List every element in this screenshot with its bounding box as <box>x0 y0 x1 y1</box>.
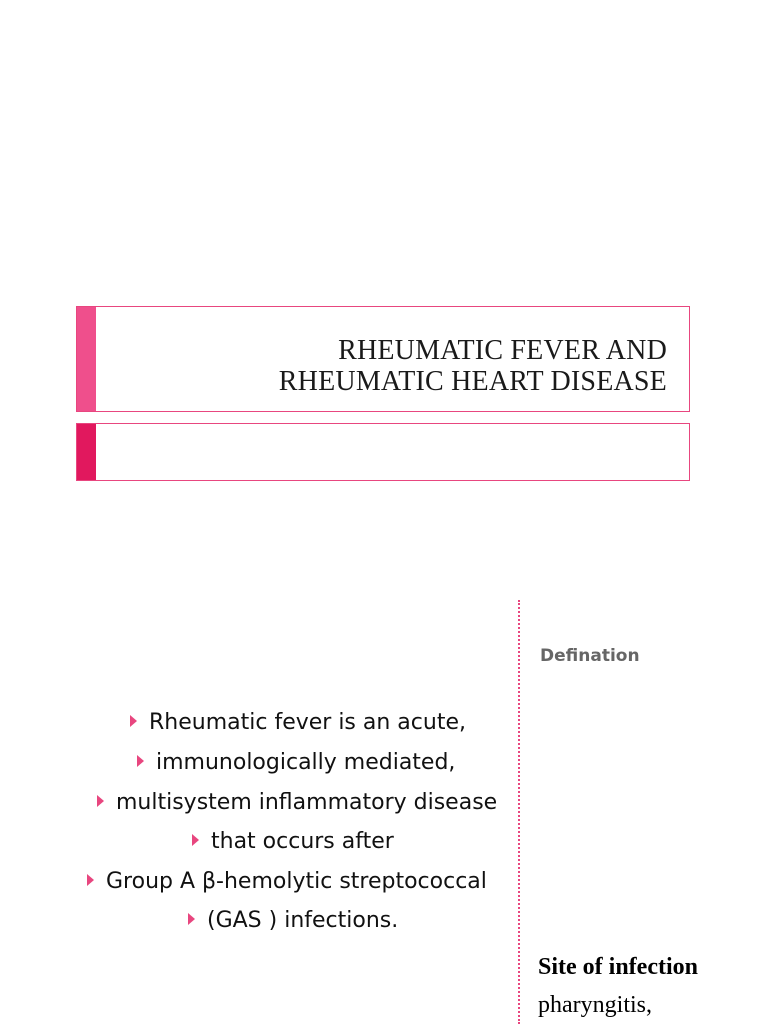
bullet-item <box>87 869 487 895</box>
title-accent-bar <box>77 307 96 411</box>
dotted-divider <box>518 600 520 1024</box>
slide-title-line-2: RHEUMATIC HEART DISEASE <box>278 366 667 397</box>
triangle-right-icon <box>130 715 137 727</box>
bullet-item <box>192 829 394 855</box>
slide-title-line-1: RHEUMATIC FEVER AND <box>338 335 667 366</box>
bullet-text: that occurs after <box>211 829 394 854</box>
subtitle-accent-bar <box>77 424 96 480</box>
triangle-right-icon <box>137 755 144 767</box>
triangle-right-icon <box>87 874 94 886</box>
title-box <box>76 306 690 412</box>
bullet-text: Rheumatic fever is an acute, <box>149 710 466 735</box>
site-of-infection-heading: Site of infection <box>538 954 698 980</box>
site-of-infection-text: pharyngitis, <box>538 992 652 1018</box>
bullet-item <box>130 710 466 736</box>
triangle-right-icon <box>97 795 104 807</box>
bullet-item <box>137 750 455 776</box>
subtitle-box <box>76 423 690 481</box>
triangle-right-icon <box>192 834 199 846</box>
bullet-text: (GAS ) infections. <box>207 908 399 933</box>
slide-title <box>279 335 667 397</box>
bullet-text: Group A β-hemolytic streptococcal <box>106 869 487 894</box>
bullet-text: multisystem inflammatory disease <box>116 790 498 815</box>
bullet-item <box>97 790 497 816</box>
bullet-item <box>188 908 398 934</box>
definition-heading: Defination <box>540 646 640 666</box>
bullet-text: immunologically mediated, <box>156 750 456 775</box>
triangle-right-icon <box>188 913 195 925</box>
